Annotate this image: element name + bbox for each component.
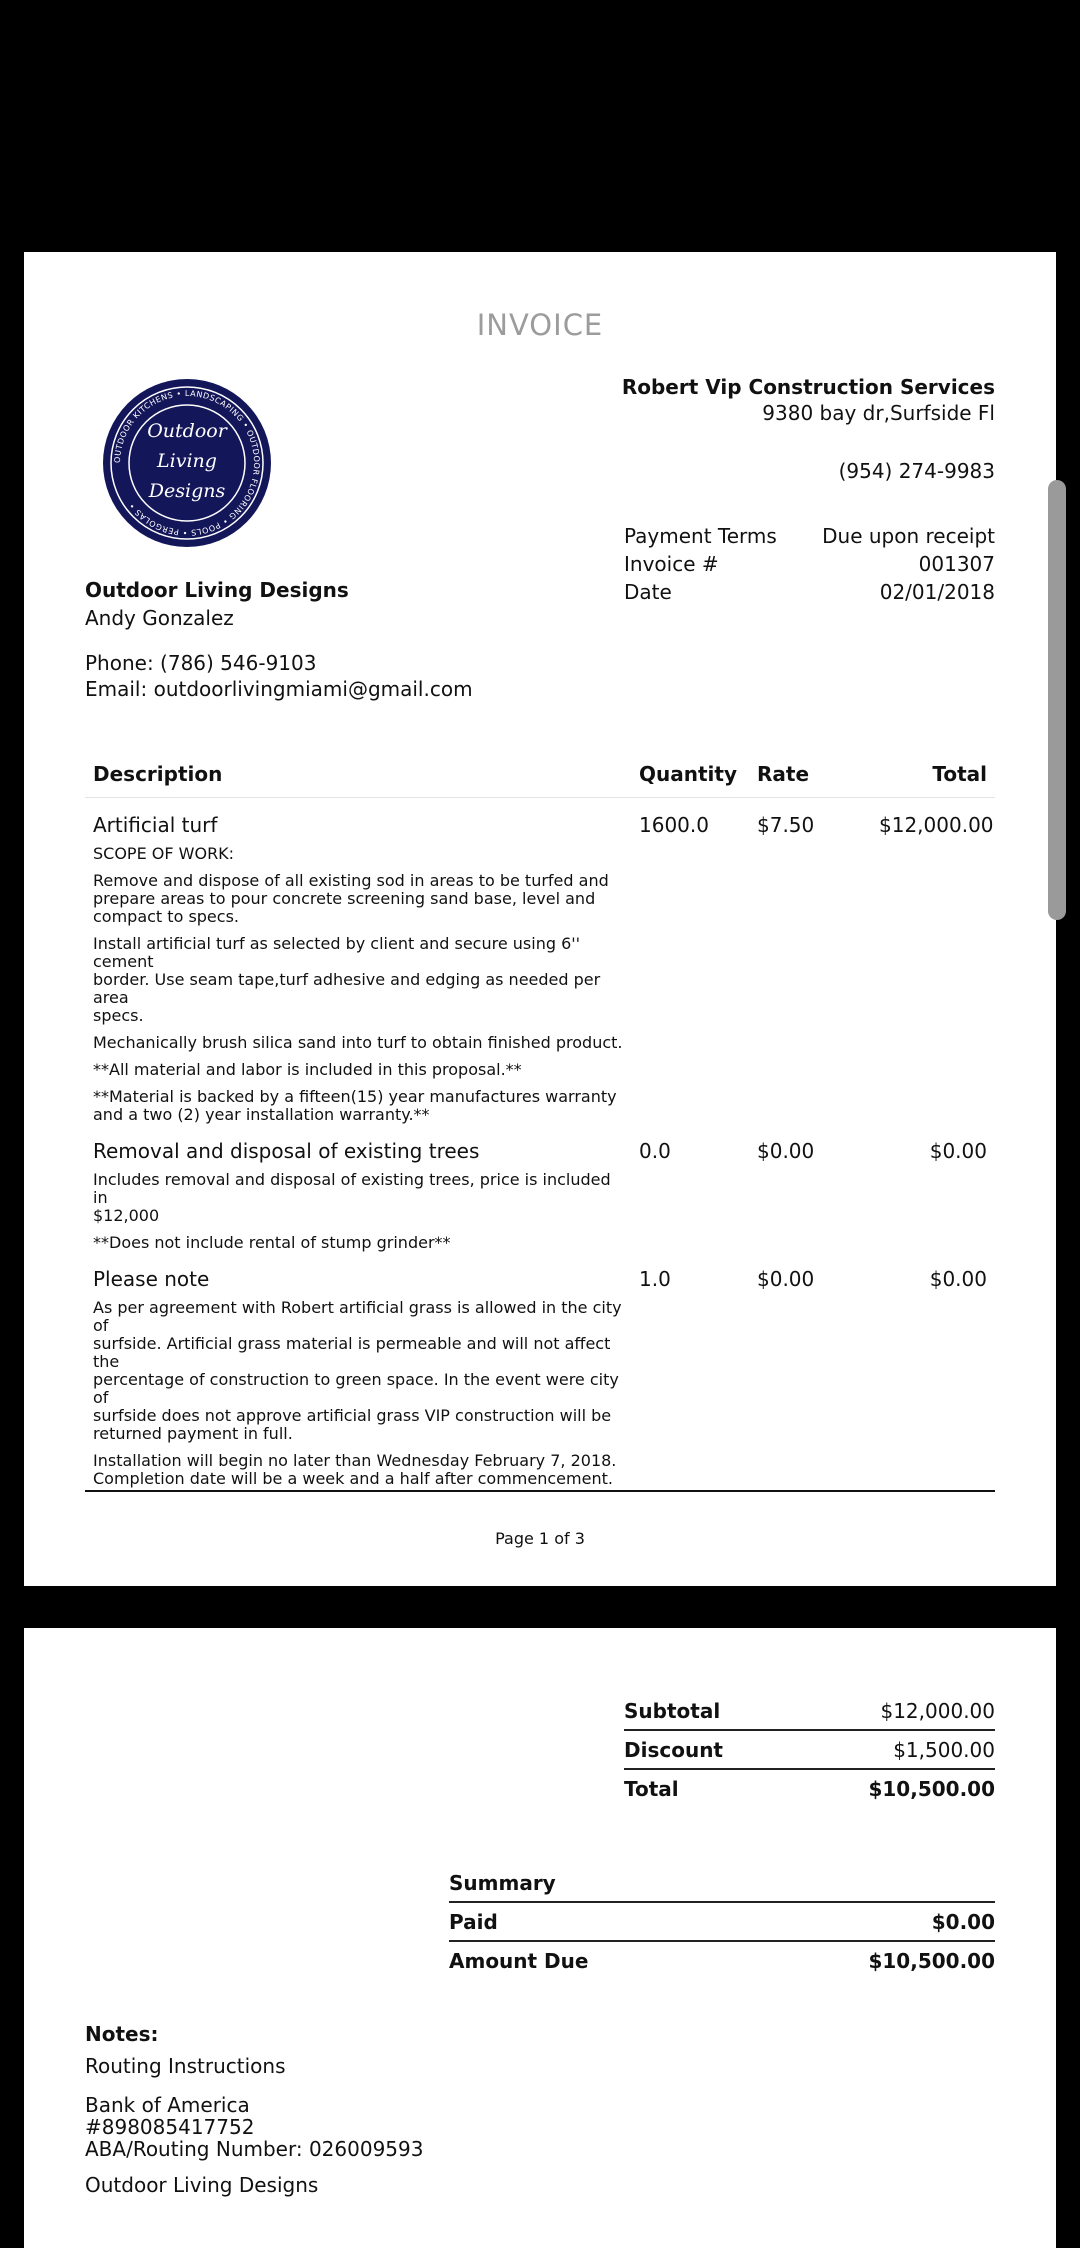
invoice-page-1 xyxy=(24,252,1056,1586)
header-description: Description xyxy=(93,761,223,786)
bank-account: #898085417752 xyxy=(85,2115,255,2139)
item-total: $12,000.00 xyxy=(879,813,994,837)
aba-routing: ABA/Routing Number: 026009593 xyxy=(85,2137,424,2161)
logo-script-1: Outdoor xyxy=(147,420,227,442)
subtotal-row xyxy=(624,1692,995,1731)
line-item-main xyxy=(85,1252,995,1292)
invoice-page-2 xyxy=(24,1628,1056,2248)
item-description xyxy=(85,845,639,1124)
item-quantity: 1.0 xyxy=(639,1267,671,1291)
item-paragraph: Includes removal and disposal of existing trees, price is included in $12,000 xyxy=(93,1170,611,1225)
logo-script-2: Living xyxy=(157,450,217,472)
page-number: Page 1 of 3 xyxy=(495,1529,585,1548)
subtotal-label: Subtotal xyxy=(624,1698,721,1723)
company-logo xyxy=(101,377,273,549)
notes-company: Outdoor Living Designs xyxy=(85,2173,319,2197)
client-email[interactable]: Email: outdoorlivingmiami@gmail.com xyxy=(85,677,473,701)
table-header xyxy=(85,750,995,798)
invoice-date-label: Date xyxy=(624,580,672,604)
vendor-info xyxy=(622,374,995,484)
total-label: Total xyxy=(624,1776,679,1801)
invoice-date-value: 02/01/2018 xyxy=(879,580,995,604)
item-name: Artificial turf xyxy=(93,813,218,837)
item-rate: $0.00 xyxy=(757,1139,815,1163)
discount-row xyxy=(624,1731,995,1770)
line-item-main xyxy=(85,1124,995,1164)
routing-instructions: Routing Instructions xyxy=(85,2054,286,2078)
item-quantity: 0.0 xyxy=(639,1139,671,1163)
item-name: Removal and disposal of existing trees xyxy=(93,1139,480,1163)
item-paragraph: Mechanically brush silica sand into turf to obtain finished product. xyxy=(93,1033,623,1052)
item-name: Please note xyxy=(93,1267,210,1291)
item-total: $0.00 xyxy=(929,1267,987,1291)
line-item xyxy=(85,1252,995,1488)
notes-title: Notes: xyxy=(85,2022,159,2046)
vendor-phone: (954) 274-9983 xyxy=(838,459,995,483)
discount-value: $1,500.00 xyxy=(893,1737,995,1762)
item-description xyxy=(85,1299,639,1488)
invoice-date-row xyxy=(624,578,995,606)
paid-row xyxy=(449,1903,995,1942)
bank-name: Bank of America xyxy=(85,2093,250,2117)
summary-title: Summary xyxy=(449,1870,556,1895)
payment-terms-row xyxy=(624,522,995,550)
payment-terms-value: Due upon receipt xyxy=(822,524,995,548)
invoice-number-value: 001307 xyxy=(918,552,995,576)
paid-label: Paid xyxy=(449,1909,498,1934)
item-total: $0.00 xyxy=(929,1139,987,1163)
item-description xyxy=(85,1171,639,1252)
vendor-address: 9380 bay dr,Surfside Fl xyxy=(762,401,995,425)
item-rate: $7.50 xyxy=(757,813,815,837)
item-quantity: 1600.0 xyxy=(639,813,709,837)
logo-ring-text: OUTDOOR KITCHENS • LANDSCAPING • OUTDOOR FLOORING • POOLS • PERGOLAS • xyxy=(112,388,262,538)
paid-value: $0.00 xyxy=(931,1909,995,1934)
amount-due-value: $10,500.00 xyxy=(868,1948,995,1973)
header-total: Total xyxy=(932,761,987,786)
logo-script-3: Designs xyxy=(148,480,226,502)
invoice-number-label: Invoice # xyxy=(624,552,719,576)
totals-block xyxy=(624,1692,995,1807)
amount-due-row xyxy=(449,1942,995,1979)
line-item xyxy=(85,1124,995,1252)
total-value: $10,500.00 xyxy=(868,1776,995,1801)
invoice-title: INVOICE xyxy=(476,308,604,342)
line-item xyxy=(85,798,995,1124)
client-info xyxy=(85,576,473,702)
line-items-table xyxy=(85,750,995,1492)
item-rate: $0.00 xyxy=(757,1267,815,1291)
subtotal-value: $12,000.00 xyxy=(880,1698,995,1723)
summary-title-row xyxy=(449,1864,995,1903)
scrollbar-thumb[interactable] xyxy=(1048,480,1066,920)
discount-label: Discount xyxy=(624,1737,723,1762)
header-rate: Rate xyxy=(757,761,810,786)
total-row xyxy=(624,1770,995,1807)
invoice-meta xyxy=(624,522,995,606)
line-item-main xyxy=(85,798,995,838)
item-paragraph: Installation will begin no later than Wednesday February 7, 2018. Completion date will be a week and a half after commencement. xyxy=(93,1451,617,1488)
payment-terms-label: Payment Terms xyxy=(624,524,777,548)
item-paragraph: **Material is backed by a fifteen(15) year manufactures warranty and a two (2) year installation warranty.** xyxy=(93,1087,617,1124)
invoice-number-row xyxy=(624,550,995,578)
table-bottom-rule xyxy=(85,1490,995,1492)
item-paragraph: Remove and dispose of all existing sod in areas to be turfed and prepare areas to pour concrete screening sand base, level and compact to specs. xyxy=(93,871,609,926)
item-paragraph: **All material and labor is included in this proposal.** xyxy=(93,1060,522,1079)
vendor-name: Robert Vip Construction Services xyxy=(621,375,995,399)
header-quantity: Quantity xyxy=(639,761,737,786)
client-company: Outdoor Living Designs xyxy=(85,578,349,602)
client-contact: Andy Gonzalez xyxy=(85,606,234,630)
notes-block xyxy=(85,2020,423,2196)
item-paragraph: Install artificial turf as selected by client and secure using 6'' cement border. Use seam tape,turf adhesive and edging as needed per area specs. xyxy=(93,934,601,1025)
summary-block xyxy=(449,1864,995,1979)
item-paragraph: As per agreement with Robert artificial grass is allowed in the city of surfside. Artificial grass material is permeable and will not affect the percentage of construction to green space. In the event were city of surfside does not approve artificial grass VIP construction will be returned payment in full. xyxy=(93,1298,622,1443)
item-paragraph: SCOPE OF WORK: xyxy=(93,844,235,863)
item-paragraph: **Does not include rental of stump grinder** xyxy=(93,1233,451,1252)
client-phone: Phone: (786) 546-9103 xyxy=(85,651,317,675)
amount-due-label: Amount Due xyxy=(449,1948,589,1973)
